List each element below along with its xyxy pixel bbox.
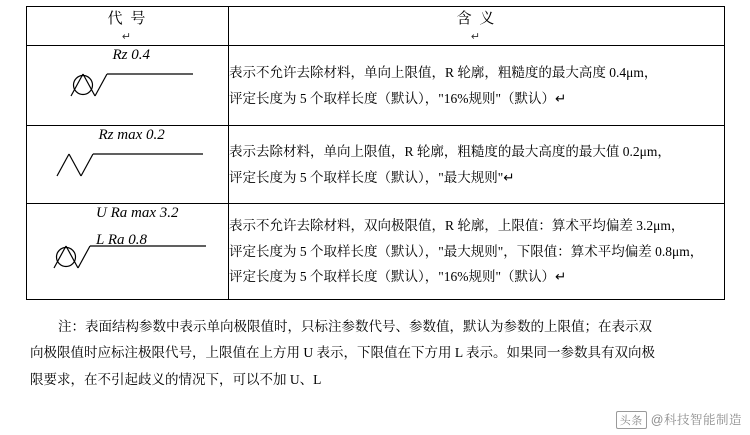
symbol-cell-3	[27, 204, 229, 300]
watermark-text: @科技智能制造	[650, 413, 742, 427]
surface-texture-symbol-icon	[53, 46, 203, 120]
meaning-line: 评定长度为 5 个取样长度（默认），"16%规则"（默认）↵	[229, 90, 567, 106]
table-row	[27, 204, 725, 300]
header-cell-meaning	[229, 7, 725, 46]
header-cell-code	[27, 7, 229, 46]
symbol-text-line2: L Ra 0.8	[96, 232, 147, 248]
note-line: 注：表面结构参数中表示单向极限值时，只标注参数代号、参数值，默认为参数的上限值；在表示双	[58, 319, 652, 334]
meaning-line: 评定长度为 5 个取样长度（默认），"最大规则"，下限值：算术平均偏差 0.8μm，	[229, 243, 704, 259]
symbol-text-line1: Rz 0.4	[112, 47, 150, 63]
watermark	[616, 410, 742, 429]
symbol-text-line1: Rz max 0.2	[98, 127, 165, 143]
meaning-line: 评定长度为 5 个取样长度（默认），"最大规则"↵	[229, 169, 515, 185]
symbol-cell-2	[27, 126, 229, 204]
note-line: 限要求，在不引起歧义的情况下，可以不加 U、L	[30, 371, 322, 387]
pilcrow-mark: ↵	[121, 31, 134, 44]
surface-texture-symbol-table	[26, 6, 725, 300]
meaning-cell-2	[229, 126, 725, 204]
meaning-line: 表示不允许去除材料，单向上限值，R 轮廓，粗糙度的最大高度 0.4μm，	[229, 64, 658, 80]
symbol-text-line1: U Ra max 3.2	[96, 205, 179, 221]
header-code-label: 代 号	[107, 11, 148, 27]
meaning-line: 表示去除材料，单向上限值，R 轮廓，粗糙度的最大高度的最大值 0.2μm，	[229, 143, 671, 159]
meaning-line: 评定长度为 5 个取样长度（默认），"16%规则"（默认）↵	[229, 269, 567, 285]
meaning-cell-1	[229, 46, 725, 126]
document-page	[0, 6, 750, 435]
meaning-cell-3	[229, 204, 725, 300]
table-row	[27, 46, 725, 126]
header-meaning-label: 含 义	[456, 11, 497, 27]
symbol-cell-1	[27, 46, 229, 126]
pilcrow-mark: ↵	[470, 31, 483, 44]
watermark-badge: 头条	[616, 411, 647, 429]
table-row	[27, 126, 725, 204]
note-block	[30, 314, 720, 393]
table-header-row	[27, 7, 725, 46]
surface-texture-symbol-icon	[43, 126, 213, 198]
note-line: 向极限值时应标注极限代号，上限值在上方用 U 表示，下限值在下方用 L 表示。如果同一参数具有双向极	[30, 345, 655, 361]
meaning-line: 表示不允许去除材料，双向极限值，R 轮廓，上限值：算术平均偏差 3.2μm，	[229, 218, 685, 234]
surface-texture-symbol-icon	[40, 204, 215, 294]
